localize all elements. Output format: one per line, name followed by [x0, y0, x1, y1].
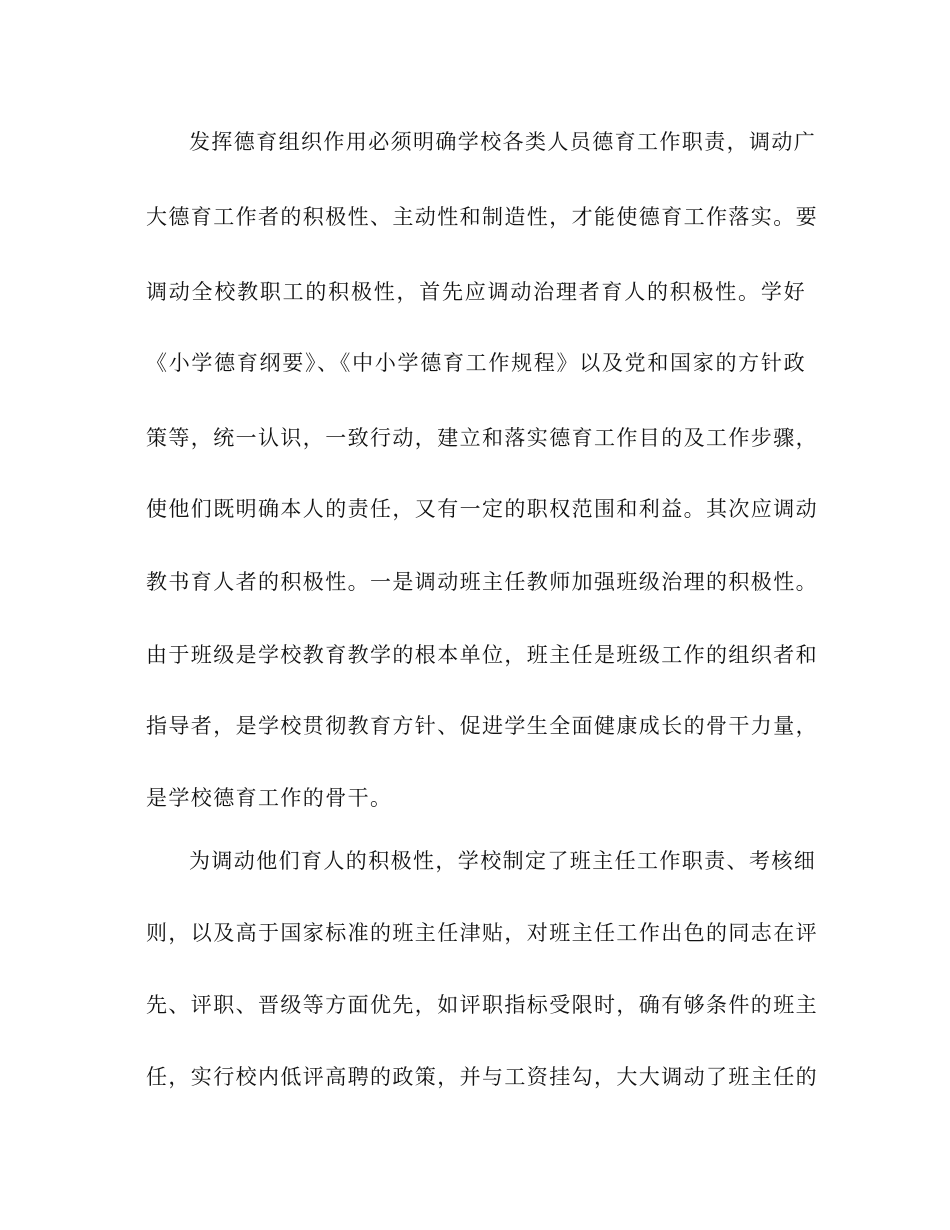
paragraph-1-line-9: 指导者，是学校贯彻教育方针、促进学生全面健康成长的骨干力量， [146, 714, 818, 738]
paragraph-1-line-1: 发挥德育组织作用必须明确学校各类人员德育工作职责，调动广 [189, 130, 817, 154]
paragraph-2-line-1: 为调动他们育人的积极性，学校制定了班主任工作职责、考核细 [189, 849, 817, 873]
paragraph-1-line-2: 大德育工作者的积极性、主动性和制造性，才能使德育工作落实。要 [146, 205, 818, 229]
paragraph-1-line-10: 是学校德育工作的骨干。 [146, 786, 393, 810]
paragraph-2-line-3: 先、评职、晋级等方面优先，如评职指标受限时，确有够条件的班主 [146, 993, 818, 1017]
paragraph-1-line-3: 调动全校教职工的积极性，首先应调动治理者育人的积极性。学好 [146, 280, 806, 304]
paragraph-2-line-4: 任，实行校内低评高聘的政策，并与工资挂勾，大大调动了班主任的 [146, 1065, 818, 1089]
paragraph-2-line-2: 则，以及高于国家标准的班主任津贴，对班主任工作出色的同志在评 [146, 921, 818, 945]
paragraph-1-line-4: 《小学德育纲要》、《中小学德育工作规程》以及党和国家的方针政 [146, 351, 806, 375]
paragraph-1-line-5: 策等，统一认识，一致行动，建立和落实德育工作目的及工作步骤， [146, 426, 818, 450]
paragraph-1-line-6: 使他们既明确本人的责任，又有一定的职权范围和利益。其次应调动 [146, 497, 818, 521]
paragraph-1-line-7: 教书育人者的积极性。一是调动班主任教师加强班级治理的积极性。 [146, 570, 818, 594]
paragraph-1-line-8: 由于班级是学校教育教学的根本单位，班主任是班级工作的组织者和 [146, 643, 818, 667]
